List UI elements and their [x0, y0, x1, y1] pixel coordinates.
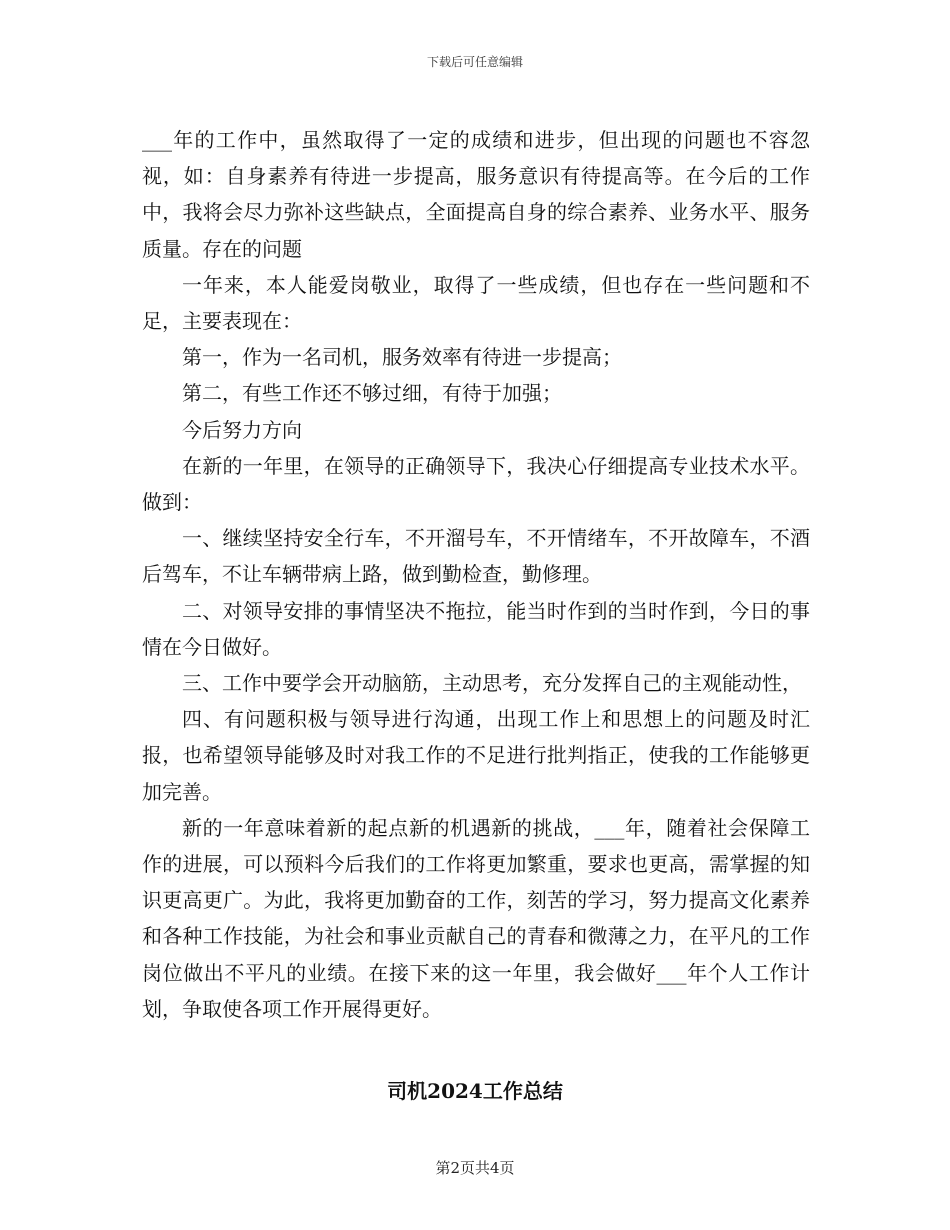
paragraph-problem-2: 第二，有些工作还不够过细，有待于加强； — [182, 381, 562, 406]
paragraph-intro: ___年的工作中，虽然取得了一定的成绩和进步，但出现的问题也不容忽视，如：自身素养有待进一步提高，服务意识有待提高等。在今后的工作中，我将会尽力弥补这些缺点，全面提高自身的综合素养、业务水平、服务质量。存在的问题 — [142, 128, 810, 261]
paragraph-item-2: 二、对领导安排的事情坚决不拖拉，能当时作到的当时作到，今日的事情在今日做好。 — [142, 598, 810, 659]
page-header: 下载后可任意编辑 — [426, 55, 523, 69]
document-body — [142, 122, 810, 1027]
section-heading-direction: 今后努力方向 — [182, 417, 302, 442]
paragraph-problems: 一年来，本人能爱岗敬业，取得了一些成绩，但也存在一些问题和不足，主要表现在： — [142, 272, 810, 334]
document-title: 司机2024工作总结 — [387, 1079, 563, 1103]
paragraph-item-1: 一、继续坚持安全行车，不开溜号车，不开情绪车，不开故障车，不酒后驾车，不让车辆带病上路，做到勤检查，勤修理。 — [142, 526, 810, 587]
paragraph-conclusion: 新的一年意味着新的起点新的机遇新的挑战，___年，随着社会保障工作的进展，可以预料今后我们的工作将更加繁重，要求也更高，需掌握的知识更高更广。为此，我将更加勤奋的工作，刻苦的学习，努力提高文化素养和各种工作技能，为社会和事业贡献自己的青春和微薄之力，在平凡的工作岗位做出不平凡的业绩。在接下来的这一年里，我会做好___年个人工作计划，争取使各项工作开展得更好。 — [142, 815, 810, 1021]
paragraph-new-year: 在新的一年里，在领导的正确领导下，我决心仔细提高专业技术水平。做到： — [142, 453, 810, 515]
paragraph-problem-1: 第一，作为一名司机，服务效率有待进一步提高； — [182, 345, 622, 370]
paragraph-item-4: 四、有问题积极与领导进行沟通，出现工作上和思想上的问题及时汇报，也希望领导能够及时对我工作的不足进行批判指正，使我的工作能够更加完善。 — [142, 707, 810, 804]
page-footer: 第2页共4页 — [435, 1159, 515, 1177]
paragraph-item-3: 三、工作中要学会开动脑筋，主动思考，充分发挥自己的主观能动性， — [182, 671, 802, 696]
